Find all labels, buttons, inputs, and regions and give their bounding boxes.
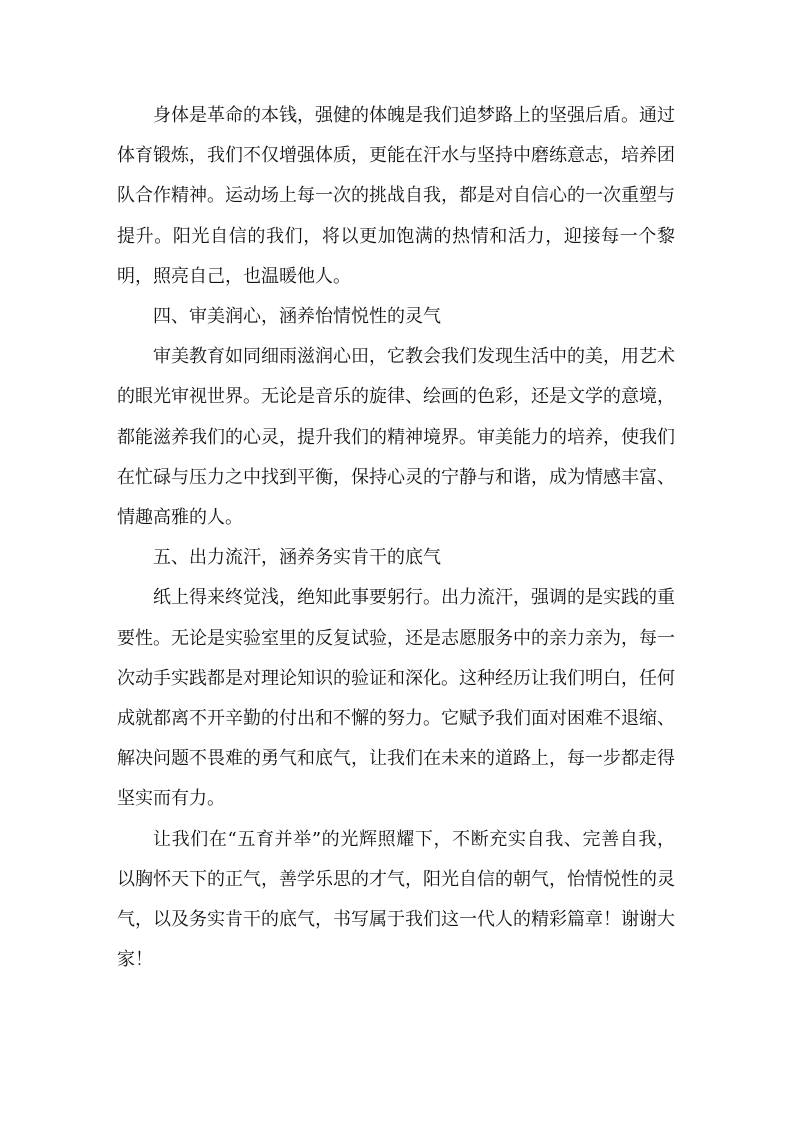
section-heading-labor: 五、出力流汗，涵养务实肯干的底气: [153, 547, 441, 569]
document-body: [117, 96, 675, 980]
section-heading-aesthetics: 四、审美润心，涵养怡情悦性的灵气: [153, 306, 441, 328]
paragraph-physical-education: 身体是革命的本钱，强健的体魄是我们追梦路上的坚强后盾。通过体育锻炼，我们不仅增强体质，更能在汗水与坚持中磨练意志，培养团队合作精神。运动场上每一次的挑战自我，都是对自信心的一次重塑与提升。阳光自信的我们，将以更加饱满的热情和活力，迎接每一个黎明，照亮自己，也温暖他人。: [117, 105, 675, 287]
paragraph-closing: 让我们在“五育并举”的光辉照耀下，不断充实自我、完善自我，以胸怀天下的正气，善学乐思的才气，阳光自信的朝气，怡情悦性的灵气，以及务实肯干的底气，书写属于我们这一代人的精彩篇章！谢谢大家！: [117, 828, 675, 971]
paragraph-aesthetics: 审美教育如同细雨滋润心田，它教会我们发现生活中的美，用艺术的眼光审视世界。无论是音乐的旋律、绘画的色彩，还是文学的意境，都能滋养我们的心灵，提升我们的精神境界。审美能力的培养，使我们在忙碌与压力之中找到平衡，保持心灵的宁静与和谐，成为情感丰富、情趣高雅的人。: [117, 346, 675, 529]
paragraph-labor: 纸上得来终觉浅，绝知此事要躬行。出力流汗，强调的是实践的重要性。无论是实验室里的反复试验，还是志愿服务中的亲力亲为，每一次动手实践都是对理论知识的验证和深化。这种经历让我们明白，任何成就都离不开辛勤的付出和不懈的努力。它赋予我们面对困难不退缩、解决问题不畏难的勇气和底气，让我们在未来的道路上，每一步都走得坚实而有力。: [117, 587, 675, 810]
